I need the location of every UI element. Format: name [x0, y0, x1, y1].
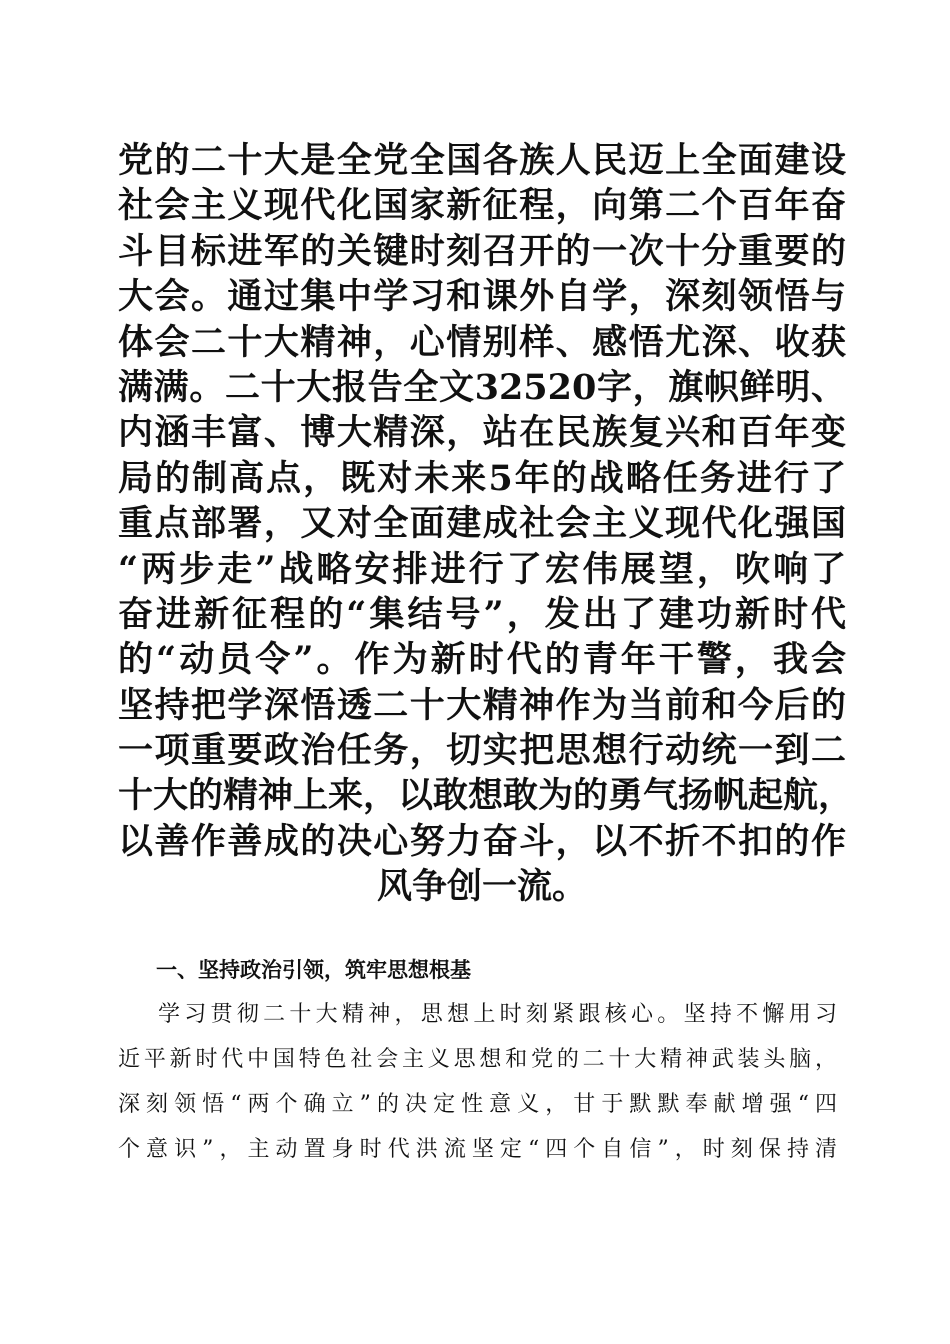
- intro-paragraph: [118, 138, 854, 910]
- intro-line: 社会主义现代化国家新征程，向第二个百年奋: [118, 185, 846, 227]
- intro-line: “两步走”战略安排进行了宏伟展望，吹响了: [118, 548, 846, 590]
- body-line: 个意识”，主动置身时代洪流坚定“四个自信”，时刻保持清: [118, 1137, 838, 1162]
- intro-line: 以善作善成的决心努力奋斗，以不折不扣的作: [118, 820, 846, 862]
- intro-line: 奋进新征程的“集结号”，发出了建功新时代: [118, 593, 846, 635]
- section-body: [118, 992, 838, 1172]
- intro-line: 一项重要政治任务，切实把思想行动统一到二: [118, 730, 846, 772]
- body-line: 近平新时代中国特色社会主义思想和党的二十大精神武装头脑，: [118, 1047, 838, 1072]
- intro-line: 大会。通过集中学习和课外自学，深刻领悟与: [118, 276, 846, 318]
- intro-line: 满满。二十大报告全文32520字，旗帜鲜明、: [118, 366, 846, 408]
- intro-line: 局的制高点，既对未来5年的战略任务进行了: [118, 457, 846, 499]
- intro-line: 坚持把学深悟透二十大精神作为当前和今后的: [118, 684, 846, 726]
- intro-line: 内涵丰富、博大精深，站在民族复兴和百年变: [118, 412, 846, 454]
- intro-line-last: 风争创一流。: [376, 866, 587, 908]
- section-1: [118, 950, 838, 1172]
- intro-line: 体会二十大精神，心情别样、感悟尤深、收获: [118, 321, 846, 363]
- intro-line: 斗目标进军的关键时刻召开的一次十分重要的: [118, 230, 846, 272]
- intro-line: 重点部署，又对全面建成社会主义现代化强国: [118, 503, 846, 545]
- intro-line: 十大的精神上来，以敢想敢为的勇气扬帆起航，: [118, 775, 854, 817]
- body-line: 深刻领悟“两个确立”的决定性意义，甘于默默奉献增强“四: [118, 1092, 838, 1117]
- intro-line: 党的二十大是全党全国各族人民迈上全面建设: [118, 140, 846, 181]
- intro-line: 的“动员令”。作为新时代的青年干警，我会: [118, 639, 846, 681]
- body-line: 学习贯彻二十大精神，思想上时刻紧跟核心。坚持不懈用习: [158, 1002, 838, 1027]
- section-heading: 一、坚持政治引领，筑牢思想根基: [156, 958, 471, 982]
